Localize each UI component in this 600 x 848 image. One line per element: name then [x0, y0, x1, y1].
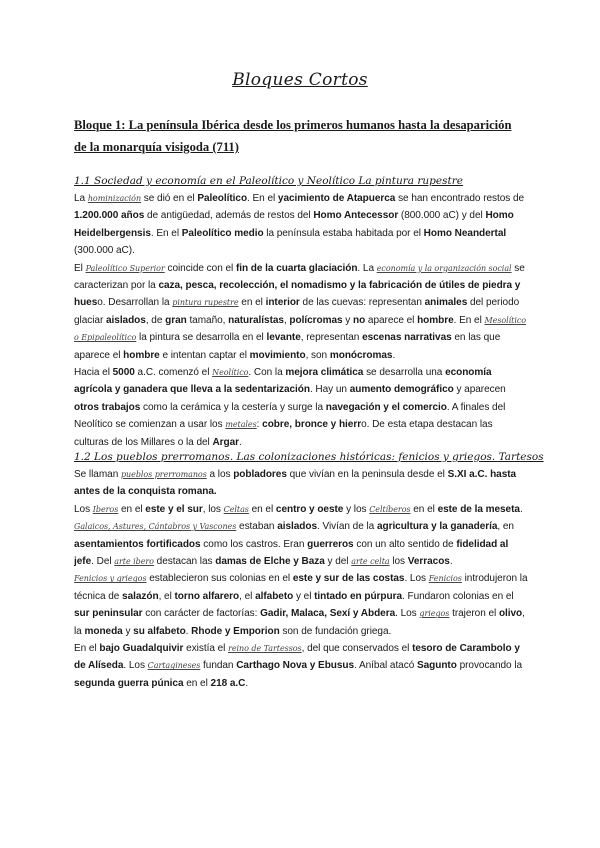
bold-term: polícromas [289, 314, 343, 326]
text-run: con un alto sentido de [353, 538, 457, 550]
text-run: en el [238, 297, 266, 309]
bold-term: sur peninsular [74, 608, 143, 620]
handwritten-term: Paleolítico Superior [85, 263, 165, 273]
text-run: estaban [236, 521, 278, 533]
text-run: . La [357, 262, 377, 274]
text-run: de antigüedad, además de restos del [144, 210, 314, 222]
text-run: se han encontrado restos de [395, 193, 525, 204]
text-run: en el [410, 503, 438, 515]
bold-term: movimiento [249, 349, 306, 361]
text-run: . [449, 556, 453, 568]
bold-term: asentamientos fortificados [74, 538, 201, 550]
bold-term: centro y oeste [275, 503, 344, 515]
text-run: (800.000 aC) y del [398, 210, 486, 222]
text-run: . Del [91, 556, 115, 568]
bold-term: Paleolítico [197, 193, 248, 204]
bold-term: aislados [277, 521, 317, 533]
bold-term: navegación y el comercio [325, 401, 447, 413]
handwritten-term: Fenicios [428, 574, 462, 584]
bold-term: otros trabajos [74, 401, 141, 413]
bold-term: fin de la cuarta glaciación [235, 262, 358, 274]
text-run: que vivían en la peninsula desde el [286, 469, 448, 480]
handwritten-term: hominización [87, 194, 142, 203]
text-run: o. De esta etapa destacan las culturas de los Millares o la del [74, 419, 493, 448]
text-run: y aparecen [453, 384, 506, 396]
text-run: Los [74, 503, 93, 515]
text-run: en el [248, 503, 276, 515]
text-run: . [519, 503, 523, 515]
bold-term: economía agrícola y ganadera que lleva a la sedentarización [74, 367, 492, 396]
bold-term: aislados [106, 314, 146, 326]
text-run: en el [118, 503, 146, 515]
text-run: y [342, 314, 353, 326]
handwritten-term: Celtíberos [369, 504, 411, 514]
block-heading: Bloque 1: La península Ibérica desde los primeros humanos hasta la desaparición de la monarquía visigoda (711) [74, 118, 512, 154]
bold-term: hombre [123, 349, 160, 361]
bold-term: interior [265, 297, 300, 309]
text-run: de las cuevas: representan [299, 297, 425, 309]
text-run: Se llaman [74, 469, 121, 480]
bold-term: caza, pesca, recolección, el nomadismo y la fabricación de útiles de piedra y hues [74, 280, 521, 309]
bold-term: cobre, bronce y hierr [262, 419, 362, 431]
bold-term: Carthago Nova y Ebusus [236, 660, 355, 672]
bold-term: monócromas [329, 349, 393, 361]
text-run: Hacia el [74, 367, 113, 379]
bold-term: Argar [212, 436, 240, 448]
bold-term: 1.200.000 años [74, 210, 145, 222]
section-2-body [74, 466, 528, 692]
text-run: , la [74, 608, 525, 637]
text-run: o. Desarrollan la [97, 297, 173, 309]
text-run: , los [202, 503, 224, 515]
bold-term: salazón [122, 590, 159, 602]
text-run: trajeron el [449, 608, 499, 620]
bold-term: este y el sur [145, 503, 203, 515]
text-run: . Los [395, 608, 420, 620]
text-run: se desarrolla una [363, 367, 446, 379]
text-run: , del que conservados el [301, 643, 413, 655]
paragraph [74, 364, 528, 451]
bold-term: olivo [498, 608, 523, 620]
bold-term: Homo Neandertal [423, 227, 507, 239]
text-run: fundan [200, 660, 237, 672]
text-run: , el [158, 590, 175, 602]
text-run: . A finales del Neolítico se comienzan a usar los [74, 401, 506, 431]
handwritten-term: Mesolítico o Epipaleolítico [74, 315, 527, 343]
bold-term: Verracos [407, 556, 450, 568]
bold-term: animales [424, 297, 468, 309]
bold-term: este y sur de las costas [292, 573, 405, 585]
bold-term: fidelidad al jefe [74, 538, 509, 568]
text-run: . Aníbal atacó [354, 660, 417, 672]
bold-term: 218 a.C [210, 677, 246, 689]
text-run: introdujeron la técnica de [74, 573, 528, 602]
document-title: Bloques Cortos [232, 70, 368, 90]
text-run: aparece el [365, 314, 418, 326]
text-run: . En el [247, 193, 278, 204]
text-run: . Hay un [309, 384, 350, 396]
handwritten-term: Cartagineses [147, 661, 201, 671]
text-run: (300.000 aC). [74, 245, 135, 257]
text-run: son de fundación griega. [279, 625, 392, 637]
text-run: se caracterizan por la [74, 262, 525, 292]
text-run: , representan [300, 332, 363, 344]
bold-term: tintado en púrpura [314, 590, 402, 602]
section-2-heading: 1.2 Los pueblos prerromanos. Las colonizaciones históricas: fenicios y griegos. Tartesos [74, 451, 544, 463]
handwritten-term: Celtas [223, 504, 249, 514]
bold-term: su alfabeto [133, 625, 186, 637]
bold-term: mejora climática [285, 367, 364, 379]
text-run: establecieron sus colonias en el [146, 573, 293, 585]
text-run: en el [183, 677, 211, 689]
text-run: . [185, 625, 192, 637]
handwritten-term: arte celta [351, 557, 390, 567]
text-run: , de [145, 314, 166, 326]
text-run: provocando la [456, 660, 523, 672]
bold-term: torno alfarero [174, 590, 240, 602]
handwritten-term: Fenicios y griegos [74, 574, 147, 584]
handwritten-term: griegos [419, 609, 450, 619]
text-run: La [74, 193, 88, 204]
handwritten-term: arte ibero [114, 557, 154, 567]
text-run: El [74, 262, 86, 274]
text-run: , son [305, 349, 330, 361]
bold-term: Homo Antecessor [313, 210, 399, 222]
text-run: como la cerámica y la cestería y surge la [140, 401, 326, 413]
bold-term: 5000 [112, 367, 135, 379]
bold-term: damas de Elche y Baza [215, 556, 325, 568]
text-run: tamaño, [186, 314, 229, 326]
text-run: a los [206, 469, 234, 480]
text-run: los [389, 556, 408, 568]
text-run: . [245, 677, 249, 689]
bold-term: Rhode y Emporion [191, 625, 280, 637]
paragraph [74, 501, 528, 571]
bold-term: yacimiento de Atapuerca [277, 193, 396, 204]
text-run: En el [74, 643, 100, 655]
bold-term: tesoro de Carambolo y de Alíseda [74, 643, 520, 672]
text-run: , [283, 314, 290, 326]
text-run: existía el [183, 643, 229, 655]
text-run: la península estaba habitada por el [263, 227, 424, 239]
text-run: la pintura se desarrolla en el [136, 332, 267, 344]
bold-term: no [353, 314, 366, 326]
text-run: coincide con el [164, 262, 236, 274]
text-run: , el [239, 590, 256, 602]
bold-term: levante [266, 332, 301, 344]
handwritten-term: Iberos [92, 504, 119, 514]
bold-term: aumento demográfico [349, 384, 454, 396]
handwritten-term: reino de Tartessos [228, 644, 302, 654]
text-run: . Los [123, 660, 148, 672]
text-run: . Vivían de la [317, 521, 377, 533]
text-run: con carácter de factorías: [142, 608, 261, 620]
bold-term: moneda [84, 625, 123, 637]
handwritten-term: Galaicos, Astures, Cántabros y Vascones [74, 522, 237, 532]
bold-term: Gadir, Malaca, Sexí y Abdera [260, 608, 396, 620]
handwritten-term: Neolítico [212, 368, 249, 378]
text-run: . [239, 436, 242, 448]
bold-term: alfabeto [255, 590, 294, 602]
paragraph [74, 466, 528, 501]
bold-term: escenas narrativas [362, 332, 452, 344]
paragraph [74, 640, 528, 692]
text-run: e intentan captar el [159, 349, 250, 361]
text-run: . [392, 349, 396, 361]
bold-term: bajo Guadalquivir [99, 643, 184, 655]
handwritten-term: economía y la organización social [376, 263, 512, 273]
handwritten-term: metales [225, 420, 257, 430]
bold-term: hombre [417, 314, 454, 326]
text-run: del periodo glaciar [74, 297, 520, 326]
text-run: destacan las [153, 556, 216, 568]
text-run: , en [497, 521, 514, 533]
bold-term: agricultura y la ganadería [376, 521, 498, 533]
bold-term: pobladores [233, 469, 287, 480]
text-run: . Fundaron colonias en el [402, 590, 514, 602]
text-run: en las que aparece el [74, 332, 501, 361]
text-run: . Los [404, 573, 429, 585]
text-run: . En el [150, 227, 182, 239]
text-run: como los castros. Eran [200, 538, 308, 550]
bold-term: gran [165, 314, 187, 326]
text-run: y el [293, 590, 315, 602]
paragraph [74, 260, 528, 364]
bold-term: segunda guerra púnica [74, 677, 184, 689]
bold-term: S.XI a.C. hasta antes de la conquista romana. [74, 469, 517, 498]
paragraph [74, 570, 528, 640]
handwritten-term: pueblos prerromanos [120, 470, 207, 479]
text-run: y del [324, 556, 352, 568]
text-run: . Con la [248, 367, 286, 379]
handwritten-term: pintura rupestre [172, 298, 239, 308]
text-run: y [122, 625, 134, 637]
text-run: a.C. comenzó el [134, 367, 213, 379]
text-run: . En el [453, 314, 485, 326]
paragraph [74, 190, 528, 260]
text-run: y los [343, 503, 370, 515]
section-1-heading: 1.1 Sociedad y economía en el Paleolítico y Neolítico La pintura rupestre [74, 175, 463, 187]
bold-term: este de la meseta [437, 503, 520, 515]
bold-term: guerreros [307, 538, 354, 550]
section-1-body [74, 190, 528, 451]
bold-term: naturalístas [228, 314, 284, 326]
bold-term: Paleolítico medio [181, 227, 264, 239]
text-run: : [256, 419, 263, 431]
text-run: se dió en el [141, 193, 198, 204]
bold-term: Homo Heidelbergensis [74, 210, 514, 239]
bold-term: Sagunto [416, 660, 457, 672]
